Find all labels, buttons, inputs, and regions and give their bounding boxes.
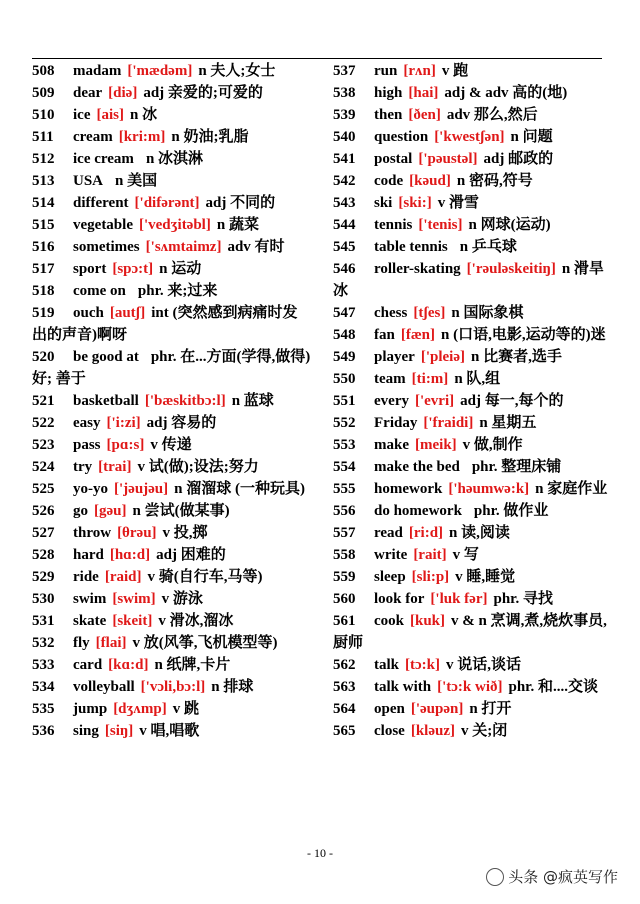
vocab-entry <box>333 544 615 566</box>
entry-number: 520 <box>32 349 55 365</box>
vocab-entry <box>333 324 615 346</box>
vocab-entry <box>32 434 312 456</box>
entry-number: 561 <box>333 613 356 629</box>
entry-phonetic: [tʃes] <box>413 305 446 321</box>
entry-phonetic: ['rəuləskeitiŋ] <box>466 261 556 277</box>
entry-word: ice cream <box>73 151 134 167</box>
entry-number: 519 <box>32 305 55 321</box>
entry-phonetic: ['vɔli,bɔ:l] <box>140 679 206 695</box>
vocab-entry <box>333 82 615 104</box>
entry-word: ouch <box>73 305 104 321</box>
vocab-entry <box>32 346 312 390</box>
entry-number: 533 <box>32 657 55 673</box>
entry-word: yo-yo <box>73 481 108 497</box>
entry-phonetic: [swim] <box>112 591 156 607</box>
vocab-entry <box>32 544 312 566</box>
entry-definition: n 家庭作业 <box>535 481 608 497</box>
entry-definition: n 乒乓球 <box>459 239 517 255</box>
entry-phonetic: [dʒʌmp] <box>113 701 167 717</box>
vocab-entry <box>32 390 312 412</box>
entry-definition: v 睡,睡觉 <box>455 569 516 585</box>
entry-definition: n 打开 <box>469 701 512 717</box>
entry-number: 514 <box>32 195 55 211</box>
vocab-entry <box>32 60 312 82</box>
entry-definition: n 美国 <box>115 173 158 189</box>
entry-number: 554 <box>333 459 356 475</box>
entry-number: 552 <box>333 415 356 431</box>
vocab-entry <box>333 126 615 148</box>
entry-number: 564 <box>333 701 356 717</box>
entry-phonetic: [kɑ:d] <box>108 657 149 673</box>
vocab-entry <box>333 214 615 236</box>
vocab-entry <box>32 720 312 742</box>
entry-number: 539 <box>333 107 356 123</box>
entry-definition: v 做,制作 <box>462 437 523 453</box>
vocab-entry <box>333 456 615 478</box>
entry-definition: v & n 烹调,煮,烧炊事员,厨师 <box>333 613 607 651</box>
entry-number: 521 <box>32 393 55 409</box>
entry-definition: n 网球(运动) <box>468 217 551 233</box>
entry-number: 513 <box>32 173 55 189</box>
watermark <box>486 866 618 887</box>
entry-word: hard <box>73 547 104 563</box>
entry-word: ice <box>73 107 91 123</box>
entry-word: be good at <box>73 349 139 365</box>
vocab-entry <box>333 192 615 214</box>
entry-definition: n 星期五 <box>479 415 537 431</box>
vocab-entry <box>333 104 615 126</box>
entry-number: 557 <box>333 525 356 541</box>
entry-number: 542 <box>333 173 356 189</box>
entry-word: talk with <box>374 679 432 695</box>
entry-phonetic: [tɔ:k] <box>405 657 440 673</box>
entry-word: skate <box>73 613 107 629</box>
vocab-entry <box>333 500 615 522</box>
entry-phonetic: ['fraidi] <box>423 415 474 431</box>
entry-word: run <box>374 63 398 79</box>
entry-phonetic: [diə] <box>108 85 138 101</box>
entry-definition: v 说话,谈话 <box>446 657 522 673</box>
entry-definition: int (突然感到病痛时发出的声音)啊呀 <box>32 305 298 343</box>
entry-definition: adv 有时 <box>227 239 285 255</box>
entry-phonetic: ['mædəm] <box>127 63 193 79</box>
vocab-entry <box>32 258 312 280</box>
entry-definition: adj 容易的 <box>146 415 217 431</box>
entry-word: card <box>73 657 103 673</box>
entry-number: 532 <box>32 635 55 651</box>
vocab-entry <box>32 610 312 632</box>
entry-word: every <box>374 393 409 409</box>
entry-definition: v 写 <box>452 547 479 563</box>
entry-definition: v 跑 <box>441 63 469 79</box>
entry-phonetic: [hɑ:d] <box>109 547 151 563</box>
entry-word: homework <box>374 481 443 497</box>
entry-definition: adj 困难的 <box>156 547 226 563</box>
entry-definition: phr. 来;过来 <box>137 283 218 299</box>
entry-definition: adv 那么,然后 <box>446 107 538 123</box>
vocab-entry <box>32 302 312 346</box>
vocab-entry <box>333 170 615 192</box>
entry-number: 563 <box>333 679 356 695</box>
entry-word: cream <box>73 129 113 145</box>
entry-definition: n 读,阅读 <box>449 525 510 541</box>
entry-word: throw <box>73 525 112 541</box>
entry-phonetic: [sli:p] <box>411 569 450 585</box>
entry-definition: n 溜溜球 (一种玩具) <box>174 481 305 497</box>
entry-number: 534 <box>32 679 55 695</box>
entry-number: 551 <box>333 393 356 409</box>
entry-phonetic: [rʌn] <box>403 63 436 79</box>
vocab-entry <box>333 368 615 390</box>
vocab-entry <box>333 588 615 610</box>
entry-definition: adj 邮政的 <box>483 151 554 167</box>
vocab-entry <box>32 654 312 676</box>
entry-number: 536 <box>32 723 55 739</box>
entry-definition: n 密码,符号 <box>456 173 533 189</box>
entry-number: 550 <box>333 371 356 387</box>
entry-number: 541 <box>333 151 356 167</box>
entry-definition: v 试(做);设法;努力 <box>137 459 259 475</box>
entry-number: 529 <box>32 569 55 585</box>
entry-phonetic: ['kwestʃən] <box>434 129 505 145</box>
vocab-entry <box>32 104 312 126</box>
entry-word: pass <box>73 437 101 453</box>
entry-number: 543 <box>333 195 356 211</box>
vocab-entry <box>333 390 615 412</box>
vocab-entry <box>32 588 312 610</box>
entry-phonetic: [ðen] <box>408 107 441 123</box>
entry-definition: n 滑旱冰 <box>333 261 604 299</box>
entry-definition: n 冰 <box>129 107 158 123</box>
entry-number: 555 <box>333 481 356 497</box>
entry-definition: v 滑雪 <box>437 195 479 211</box>
entry-phonetic: [kri:m] <box>118 129 166 145</box>
entry-definition: n 运动 <box>159 261 202 277</box>
watermark-logo-icon <box>486 868 504 886</box>
entry-number: 565 <box>333 723 356 739</box>
entry-phonetic: [meik] <box>415 437 457 453</box>
entry-phonetic: [kuk] <box>410 613 446 629</box>
entry-phonetic: [ais] <box>96 107 124 123</box>
entry-word: cook <box>374 613 404 629</box>
entry-definition: n 排球 <box>211 679 254 695</box>
entry-definition: phr. 做作业 <box>473 503 549 519</box>
entry-definition: n 问题 <box>510 129 553 145</box>
entry-word: USA <box>73 173 104 189</box>
entry-definition: phr. 整理床铺 <box>471 459 562 475</box>
entry-phonetic: [ti:m] <box>411 371 449 387</box>
vocab-entry <box>333 522 615 544</box>
entry-definition: n 纸牌,卡片 <box>154 657 231 673</box>
entry-word: vegetable <box>73 217 133 233</box>
vocab-entry <box>333 434 615 456</box>
entry-definition: adj & adv 高的(地) <box>444 85 568 101</box>
entry-definition: phr. 在...方面(学得,做得)好; 善于 <box>32 349 311 387</box>
vocab-entry <box>333 60 615 82</box>
entry-word: table tennis <box>374 239 448 255</box>
entry-number: 549 <box>333 349 356 365</box>
entry-number: 511 <box>32 129 54 145</box>
entry-phonetic: [pɑ:s] <box>106 437 145 453</box>
entry-definition: v 骑(自行车,马等) <box>147 569 263 585</box>
entry-word: postal <box>374 151 413 167</box>
entry-word: make <box>374 437 409 453</box>
entry-phonetic: [ski:] <box>398 195 432 211</box>
entry-word: try <box>73 459 93 475</box>
vocab-entry <box>333 412 615 434</box>
entry-definition: v 唱,唱歌 <box>139 723 200 739</box>
vocab-entry <box>32 192 312 214</box>
entry-definition: n 蓝球 <box>231 393 274 409</box>
vocab-entry <box>32 280 312 302</box>
vocab-entry <box>333 346 615 368</box>
entry-number: 531 <box>32 613 55 629</box>
vocab-entry <box>333 654 615 676</box>
entry-word: roller-skating <box>374 261 461 277</box>
entry-word: different <box>73 195 129 211</box>
entry-definition: n 比赛者,选手 <box>470 349 562 365</box>
entry-word: make the bed <box>374 459 460 475</box>
entry-word: go <box>73 503 88 519</box>
entry-phonetic: [kəud] <box>409 173 451 189</box>
entry-number: 547 <box>333 305 356 321</box>
entry-word: dear <box>73 85 103 101</box>
entry-phonetic: [spɔ:t] <box>112 261 154 277</box>
entry-number: 509 <box>32 85 55 101</box>
entry-word: code <box>374 173 404 189</box>
entry-definition: n 队,组 <box>454 371 501 387</box>
vocab-entry <box>32 478 312 500</box>
entry-number: 524 <box>32 459 55 475</box>
vocab-entry <box>32 566 312 588</box>
entry-definition: n 夫人;女士 <box>198 63 276 79</box>
vocab-entry <box>333 566 615 588</box>
entry-phonetic: [flai] <box>95 635 127 651</box>
vocab-entry <box>32 500 312 522</box>
entry-word: ride <box>73 569 99 585</box>
entry-phonetic: [skeit] <box>112 613 153 629</box>
vocab-entry <box>333 676 615 698</box>
entry-definition: adj 不同的 <box>205 195 276 211</box>
entry-phonetic: [ri:d] <box>408 525 444 541</box>
entry-definition: v 游泳 <box>161 591 203 607</box>
watermark-text: 头条 @疯英写作 <box>508 868 618 886</box>
entry-phonetic: ['sʌmtaimz] <box>145 239 222 255</box>
entry-definition: phr. 和....交谈 <box>508 679 598 695</box>
entry-word: ski <box>374 195 393 211</box>
entry-number: 528 <box>32 547 55 563</box>
entry-word: sometimes <box>73 239 140 255</box>
entry-number: 544 <box>333 217 356 233</box>
entry-definition: v 关;闭 <box>461 723 508 739</box>
entry-number: 559 <box>333 569 356 585</box>
vocab-entry <box>32 522 312 544</box>
entry-number: 535 <box>32 701 55 717</box>
vocab-entry <box>333 698 615 720</box>
entry-number: 512 <box>32 151 55 167</box>
entry-number: 562 <box>333 657 356 673</box>
entry-word: madam <box>73 63 122 79</box>
vocab-entry <box>32 698 312 720</box>
entry-word: close <box>374 723 405 739</box>
entry-definition: n 蔬菜 <box>216 217 259 233</box>
entry-number: 526 <box>32 503 55 519</box>
vocab-entry <box>32 214 312 236</box>
entry-word: talk <box>374 657 400 673</box>
entry-number: 527 <box>32 525 55 541</box>
vocab-entry <box>333 302 615 324</box>
entry-word: Friday <box>374 415 418 431</box>
entry-phonetic: [siŋ] <box>104 723 134 739</box>
entry-word: jump <box>73 701 108 717</box>
entry-definition: v 滑冰,溜冰 <box>158 613 234 629</box>
entry-definition: v 投,掷 <box>162 525 208 541</box>
entry-number: 508 <box>32 63 55 79</box>
vocab-entry <box>333 720 615 742</box>
entry-definition: n 尝试(做某事) <box>132 503 230 519</box>
entry-number: 525 <box>32 481 55 497</box>
entry-word: tennis <box>374 217 413 233</box>
entry-definition: v 传递 <box>150 437 192 453</box>
entry-number: 515 <box>32 217 55 233</box>
entry-word: question <box>374 129 429 145</box>
entry-word: swim <box>73 591 107 607</box>
entry-number: 523 <box>32 437 55 453</box>
entry-number: 546 <box>333 261 356 277</box>
entry-definition: n 冰淇淋 <box>145 151 204 167</box>
entry-word: fan <box>374 327 395 343</box>
page-number: - 10 - <box>307 846 333 860</box>
entry-definition: n (口语,电影,运动等的)迷 <box>441 327 606 343</box>
entry-phonetic: ['pleiə] <box>420 349 465 365</box>
entry-phonetic: ['luk fər] <box>430 591 488 607</box>
vocab-entry <box>32 126 312 148</box>
vocab-entry <box>32 412 312 434</box>
entry-number: 530 <box>32 591 55 607</box>
entry-number: 558 <box>333 547 356 563</box>
entry-phonetic: ['jəujəu] <box>114 481 169 497</box>
entry-word: volleyball <box>73 679 135 695</box>
entry-word: fly <box>73 635 90 651</box>
entry-phonetic: [gəu] <box>94 503 127 519</box>
entry-phonetic: ['tenis] <box>418 217 463 233</box>
vocab-entry <box>32 676 312 698</box>
entry-phonetic: ['i:zi] <box>106 415 141 431</box>
entry-phonetic: [kləuz] <box>410 723 455 739</box>
entry-number: 548 <box>333 327 356 343</box>
entry-definition: adj 每一,每个的 <box>460 393 564 409</box>
entry-word: read <box>374 525 403 541</box>
entry-word: basketball <box>73 393 139 409</box>
entry-word: open <box>374 701 405 717</box>
entry-definition: v 放(风筝,飞机模型等) <box>132 635 278 651</box>
vocab-entry <box>333 258 615 302</box>
right-column <box>333 60 615 742</box>
vocab-entry <box>32 82 312 104</box>
vocab-entry <box>333 478 615 500</box>
entry-number: 556 <box>333 503 356 519</box>
entry-word: sport <box>73 261 107 277</box>
entry-word: chess <box>374 305 408 321</box>
entry-definition: v 跳 <box>172 701 200 717</box>
entry-number: 537 <box>333 63 356 79</box>
entry-phonetic: [raid] <box>104 569 142 585</box>
entry-number: 540 <box>333 129 356 145</box>
entry-phonetic: [autʃ] <box>109 305 146 321</box>
entry-number: 560 <box>333 591 356 607</box>
entry-number: 553 <box>333 437 356 453</box>
entry-number: 545 <box>333 239 356 255</box>
entry-word: easy <box>73 415 101 431</box>
entry-phonetic: ['vedʒitəbl] <box>138 217 211 233</box>
entry-definition: n 奶油;乳脂 <box>171 129 249 145</box>
entry-word: write <box>374 547 408 563</box>
vocab-entry <box>333 236 615 258</box>
vocab-entry <box>32 148 312 170</box>
entry-word: sing <box>73 723 99 739</box>
entry-word: come on <box>73 283 126 299</box>
entry-word: team <box>374 371 406 387</box>
vocab-entry <box>32 456 312 478</box>
entry-word: high <box>374 85 403 101</box>
entry-number: 516 <box>32 239 55 255</box>
vocab-entry <box>32 170 312 192</box>
entry-number: 518 <box>32 283 55 299</box>
entry-number: 522 <box>32 415 55 431</box>
entry-phonetic: ['tɔ:k wið] <box>437 679 503 695</box>
entry-phonetic: [fæn] <box>400 327 436 343</box>
left-column <box>32 60 312 742</box>
entry-definition: n 国际象棋 <box>451 305 524 321</box>
vocab-entry <box>333 148 615 170</box>
top-rule <box>32 58 602 59</box>
entry-definition: phr. 寻找 <box>493 591 553 607</box>
entry-phonetic: ['difərənt] <box>134 195 200 211</box>
entry-word: look for <box>374 591 425 607</box>
entry-phonetic: ['bæskitbɔ:l] <box>144 393 226 409</box>
entry-word: do homework <box>374 503 462 519</box>
entry-phonetic: ['həumwə:k] <box>448 481 530 497</box>
entry-number: 538 <box>333 85 356 101</box>
entry-number: 510 <box>32 107 55 123</box>
entry-phonetic: [rait] <box>413 547 447 563</box>
entry-word: then <box>374 107 403 123</box>
entry-phonetic: ['evri] <box>414 393 455 409</box>
entry-definition: adj 亲爱的;可爱的 <box>143 85 263 101</box>
vocab-entry <box>32 236 312 258</box>
entry-word: player <box>374 349 415 365</box>
vocab-entry <box>333 610 615 654</box>
vocab-entry <box>32 632 312 654</box>
entry-phonetic: ['əupən] <box>410 701 464 717</box>
entry-phonetic: [trai] <box>98 459 132 475</box>
entry-phonetic: ['pəustəl] <box>418 151 478 167</box>
entry-phonetic: [θrəu] <box>117 525 157 541</box>
entry-phonetic: [hai] <box>408 85 439 101</box>
entry-number: 517 <box>32 261 55 277</box>
entry-word: sleep <box>374 569 406 585</box>
